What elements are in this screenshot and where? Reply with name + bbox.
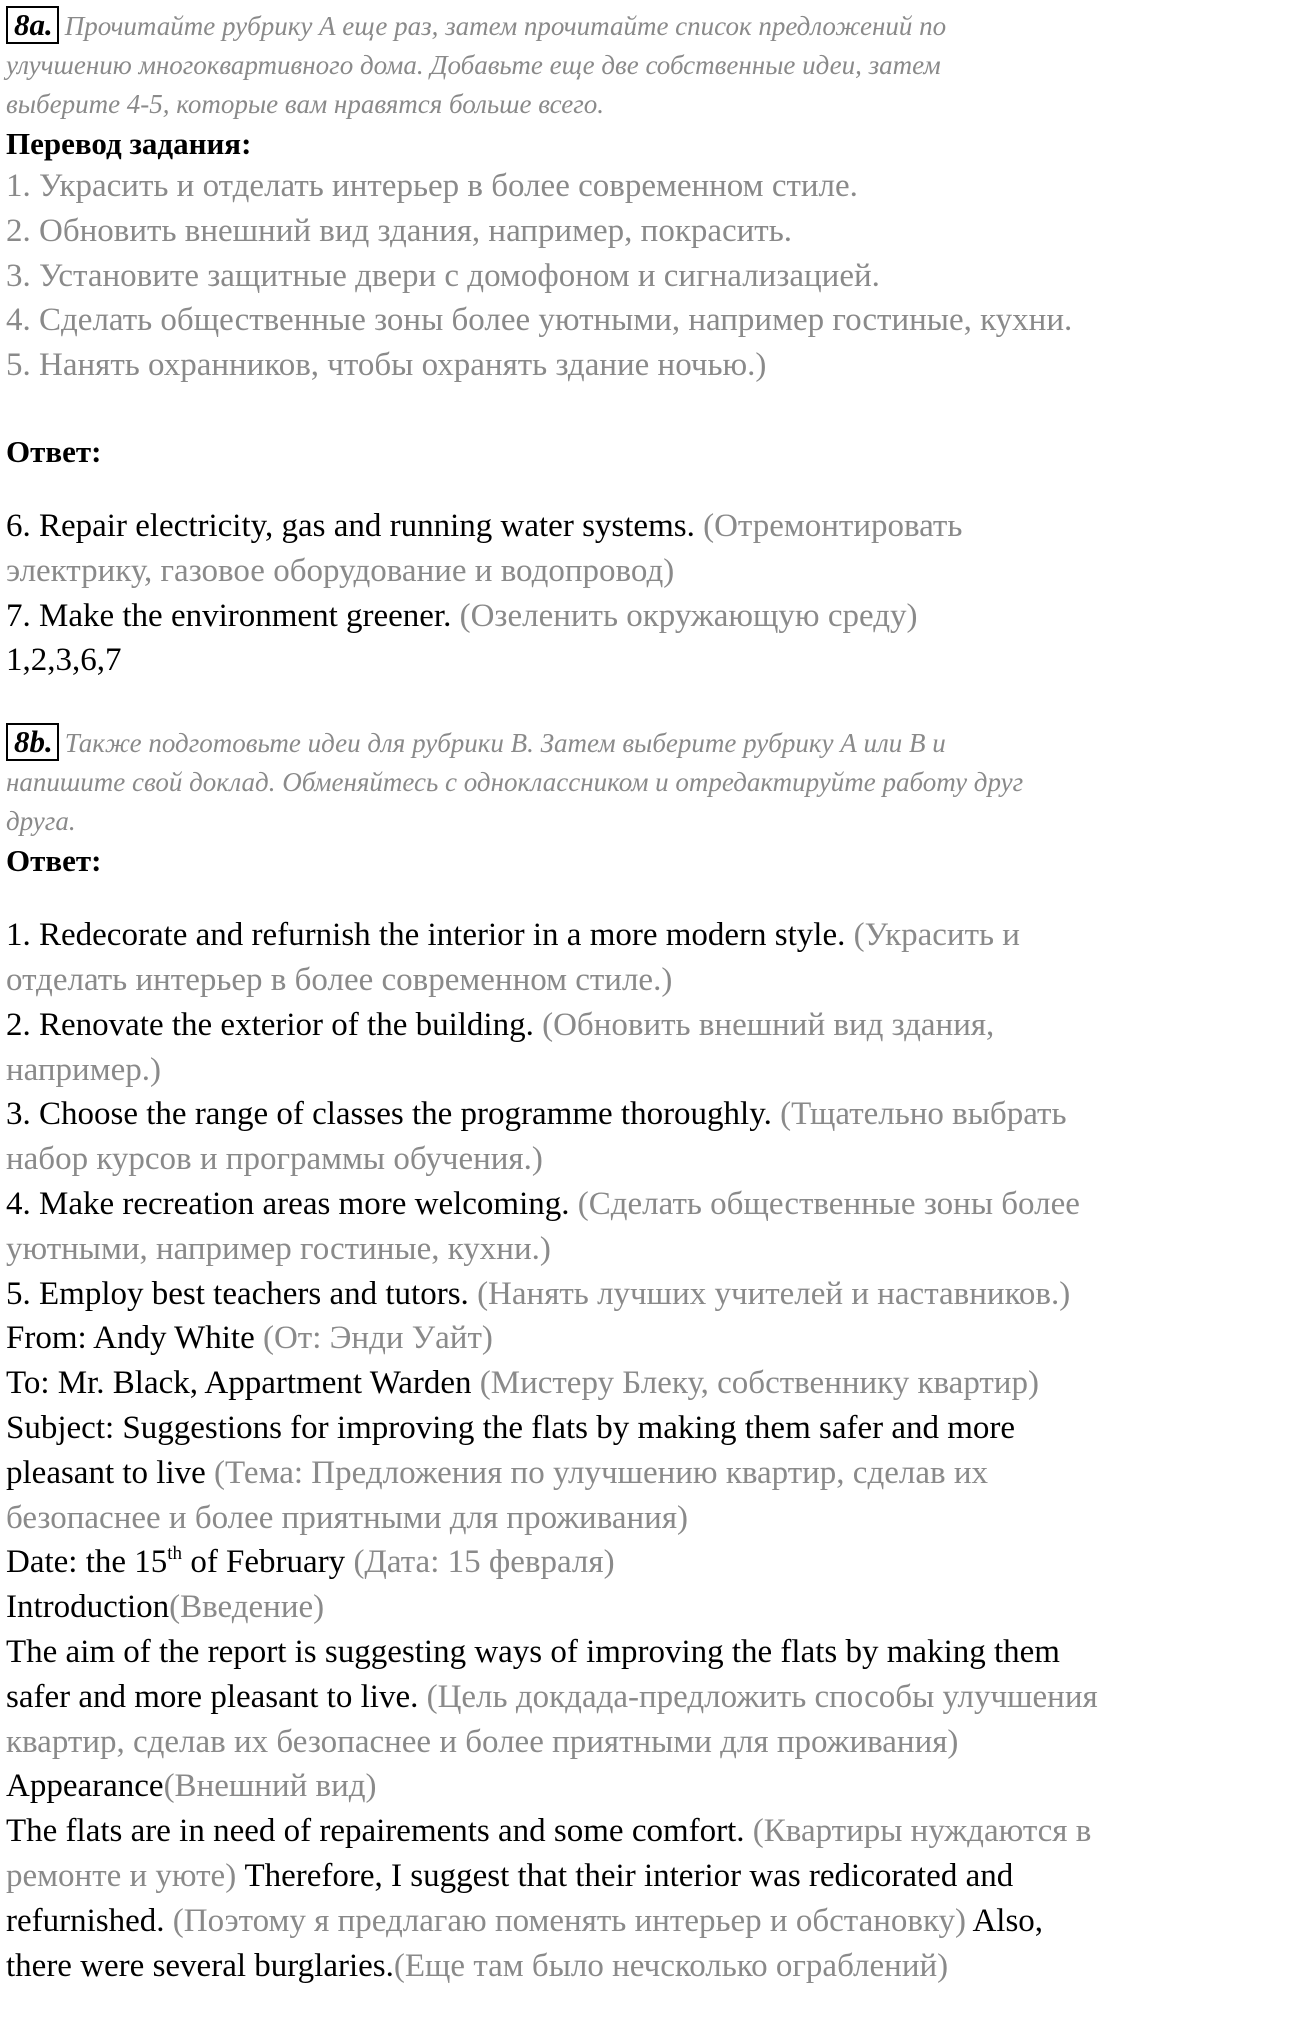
report-subject-line-3: безопаснее и более приятными для проживания): [6, 1499, 688, 1536]
plan-item-5: [6, 1272, 1296, 1317]
task-8b-line-1: [6, 723, 1296, 763]
answer-item-6-line-2: электрику, газовое оборудование и водопровод): [6, 552, 675, 589]
report-also-en: Also,: [972, 1902, 1044, 1939]
appearance-en: Appearance: [6, 1768, 164, 1805]
spacer: [6, 683, 1296, 723]
plan-item-2-ru: (Обновить внешний вид здания,: [542, 1006, 995, 1043]
report-to: [6, 1361, 1296, 1406]
plan-item-2-line-1: [6, 1003, 1296, 1048]
section-8a: [6, 6, 1296, 683]
section-8b: [6, 723, 1296, 1988]
plan-item-4-en: 4. Make recreation areas more welcoming.: [6, 1185, 570, 1222]
date-superscript: th: [167, 1543, 183, 1565]
spacer: [6, 388, 1296, 432]
exercise-badge-8b: 8b.: [6, 723, 59, 761]
report-to-ru: (Мистеру Блеку, собственнику квартир): [479, 1365, 1039, 1402]
task-8a-line-2: улучшению многоквартивного дома. Добавьте еще две собственные идеи, затем: [6, 50, 941, 80]
report-burglaries-en: there were several burglaries.: [6, 1947, 394, 1984]
plan-item-1-line-2: отделать интерьер в более современном стиле.): [6, 961, 673, 998]
report-aim-line-3: квартир, сделав их безопаснее и более приятными для проживания): [6, 1723, 959, 1760]
spacer: [6, 881, 1296, 913]
plan-item-4-line-1: [6, 1182, 1296, 1227]
plan-item-3-ru: (Тщательно выбрать: [780, 1096, 1067, 1133]
report-from-ru: (От: Энди Уайт): [262, 1320, 493, 1357]
plan-item-4-ru: (Сделать общественные зоны более: [577, 1185, 1080, 1222]
report-date: [6, 1540, 1296, 1585]
plan-item-2-line-2: например.): [6, 1051, 161, 1088]
report-aim-en: safer and more pleasant to live.: [6, 1678, 419, 1715]
answer-heading-8b: Ответ:: [6, 843, 102, 879]
report-date-ru: (Дата: 15 февраля): [353, 1544, 615, 1581]
report-aim-ru: (Цель докдада-предложить способы улучшения: [426, 1678, 1098, 1715]
plan-item-2-en: 2. Renovate the exterior of the building.: [6, 1006, 534, 1043]
task-8b-text-1: Также подготовьте идеи для рубрики В. Затем выберите рубрику А или В и: [64, 728, 946, 759]
plan-item-5-en: 5. Employ best teachers and tutors.: [6, 1275, 469, 1312]
report-from: [6, 1316, 1296, 1361]
report-appearance-heading: [6, 1764, 1296, 1809]
translation-item-1: 1. Украсить и отделать интерьер в более современном стиле.: [6, 168, 858, 204]
answer-item-6-en: 6. Repair electricity, gas and running water systems.: [6, 507, 695, 544]
answer-item-7: [6, 594, 1296, 639]
report-burglaries-ru: (Еще там было нечсколько ограблений): [393, 1947, 949, 1984]
report-flats-line-2: [6, 1854, 1296, 1899]
report-flats-en: The flats are in need of repairements and some comfort.: [6, 1813, 745, 1850]
report-therefore-en: Therefore, I suggest that their interior was redicorated and: [244, 1857, 1014, 1894]
translation-item-4: 4. Сделать общественные зоны более уютными, например гостиные, кухни.: [6, 302, 1073, 339]
report-flats-ru: (Квартиры нуждаются в: [752, 1813, 1092, 1850]
report-subject-line-2: [6, 1451, 1296, 1496]
translation-item-3: 3. Установите защитные двери с домофоном и сигнализацией.: [6, 257, 880, 294]
introduction-en: Introduction: [6, 1589, 170, 1626]
answer-item-7-en: 7. Make the environment greener.: [6, 597, 452, 634]
plan-item-4-line-2: уютными, например гостиные, кухни.): [6, 1230, 551, 1267]
report-date-en: Date: the 15: [6, 1544, 168, 1581]
plan-item-5-ru: (Нанять лучших учителей и наставников.): [477, 1275, 1071, 1312]
exercise-badge-8a: 8a.: [6, 6, 59, 44]
task-8b-line-3: друга.: [6, 806, 76, 837]
answer-item-6-line-1: [6, 504, 1296, 549]
report-flats-line-4: [6, 1944, 1296, 1989]
answer-item-7-ru: (Озеленить окружающую среду): [459, 597, 918, 634]
report-aim-line-2: [6, 1675, 1296, 1720]
plan-item-1-ru: (Украсить и: [853, 917, 1020, 954]
translation-heading: Перевод задания:: [6, 126, 252, 161]
report-flats-line-1: [6, 1809, 1296, 1854]
report-from-en: From: Andy White: [6, 1320, 255, 1357]
report-subject-en: pleasant to live: [6, 1454, 206, 1491]
plan-item-3-en: 3. Choose the range of classes the programme thoroughly.: [6, 1096, 772, 1133]
task-8a-line-1: [6, 6, 1296, 46]
plan-item-1-line-1: [6, 913, 1296, 958]
report-aim-line-1: The aim of the report is suggesting ways of improving the flats by making them: [6, 1633, 1060, 1670]
report-date-en-2: of February: [190, 1544, 346, 1581]
report-flats-ru-2: ремонте и уюте): [6, 1857, 237, 1894]
report-subject-line-1: Subject: Suggestions for improving the flats by making them safer and more: [6, 1409, 1016, 1446]
report-to-en: To: Mr. Black, Appartment Warden: [6, 1365, 472, 1402]
report-therefore-en-2: refurnished.: [6, 1902, 165, 1939]
task-8a-line-3: выберите 4-5, которые вам нравятся больше всего.: [6, 89, 605, 119]
translation-item-5: 5. Нанять охранников, чтобы охранять здание ночью.): [6, 347, 767, 384]
answer-item-6-ru: (Отремонтировать: [703, 507, 963, 544]
task-8b-line-2: напишите свой доклад. Обменяйтесь с одноклассником и отредактируйте работу друг: [6, 767, 1024, 798]
report-introduction-heading: [6, 1585, 1296, 1630]
answer-heading-8a: Ответ:: [6, 433, 102, 469]
plan-item-3-line-2: набор курсов и программы обучения.): [6, 1141, 543, 1178]
appearance-ru: (Внешний вид): [163, 1768, 377, 1805]
translation-item-2: 2. Обновить внешний вид здания, например, покрасить.: [6, 212, 793, 249]
task-8a-text-1: Прочитайте рубрику А еще раз, затем прочитайте список предложений по: [64, 11, 947, 41]
chosen-items: 1,2,3,6,7: [6, 642, 122, 679]
plan-item-3-line-1: [6, 1092, 1296, 1137]
report-flats-line-3: [6, 1899, 1296, 1944]
report-subject-ru: (Тема: Предложения по улучшению квартир, сделав их: [214, 1454, 989, 1491]
introduction-ru: (Введение): [169, 1589, 325, 1626]
report-therefore-ru: (Поэтому я предлагаю поменять интерьер и обстановку): [172, 1902, 967, 1939]
plan-item-1-en: 1. Redecorate and refurnish the interior in a more modern style.: [6, 917, 846, 954]
spacer: [6, 472, 1296, 504]
